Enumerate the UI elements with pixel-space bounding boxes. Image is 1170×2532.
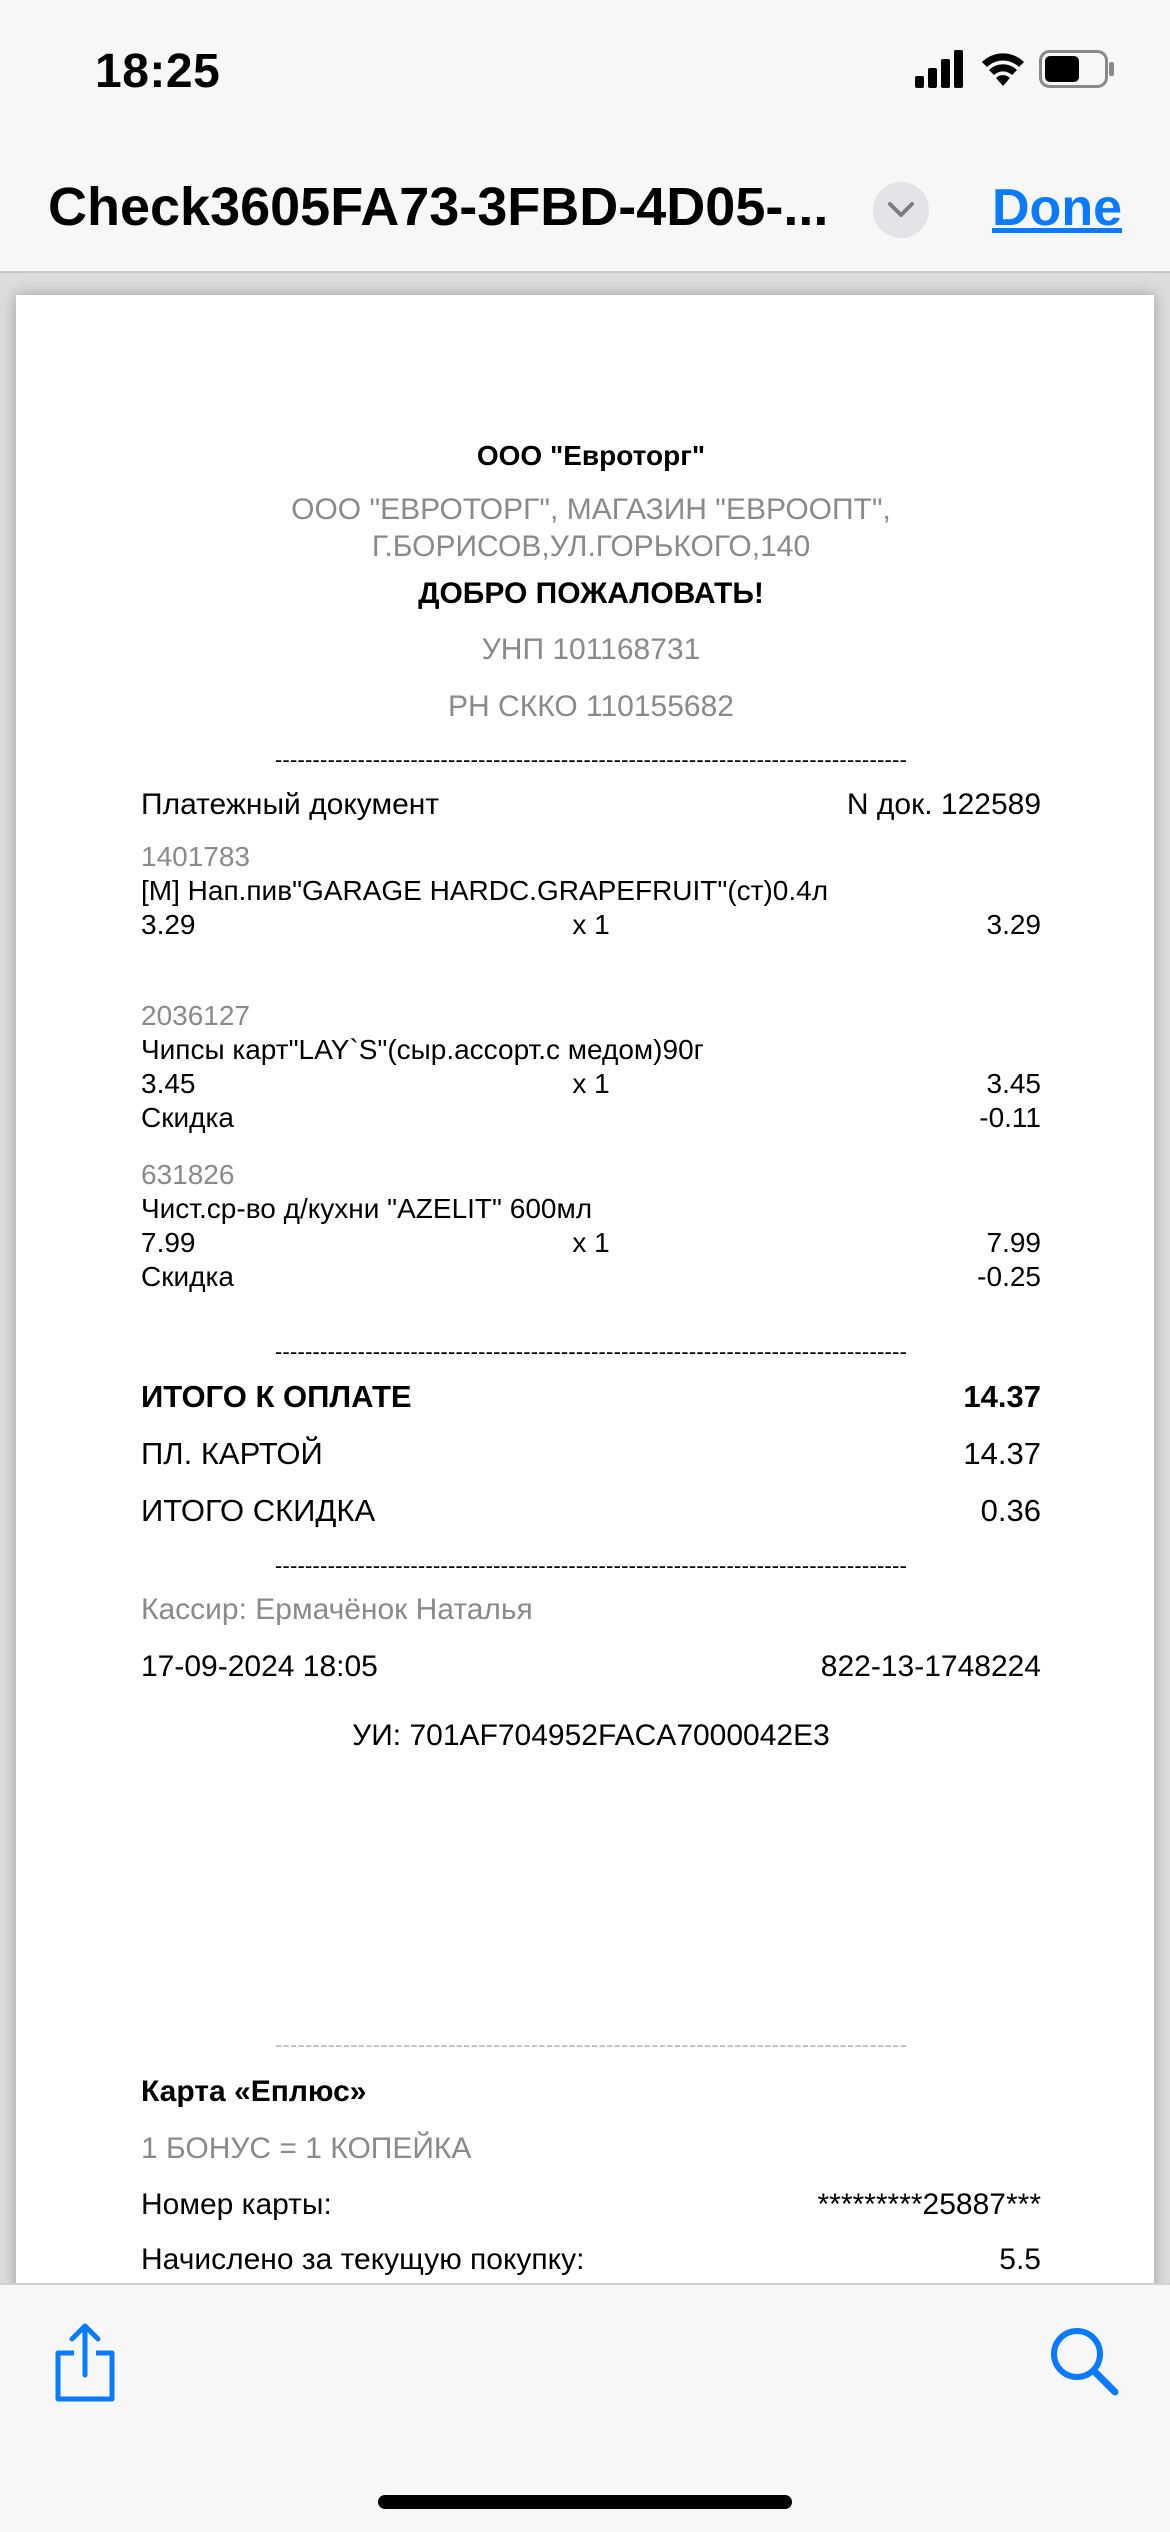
unp-text: УНП 101168731: [481, 633, 701, 666]
item-price-row: [141, 1226, 1041, 1260]
separator: ------------------------------------------------------------------------------------: [274, 1339, 908, 1364]
accrued-label: Начислено за текущую покупку:: [141, 2243, 585, 2276]
doc-number: N док. 122589: [846, 788, 1041, 821]
store-address-line1: ООО "ЕВРОТОРГ", МАГАЗИН "ЕВРООПТ",: [291, 493, 891, 526]
cellular-signal-icon: [915, 50, 965, 88]
receipt-datetime: 17-09-2024 18:05: [141, 1650, 378, 1683]
separator: ------------------------------------------------------------------------------------: [274, 1553, 908, 1578]
discount-total-value: 0.36: [980, 1493, 1041, 1528]
item-name: Чист.ср-во д/кухни "AZELIT" 600мл: [141, 1193, 593, 1224]
item-price: 3.29: [141, 909, 196, 940]
bonus-rate: 1 БОНУС = 1 КОПЕЙКА: [141, 2132, 472, 2165]
accrued-value: 5.5: [999, 2243, 1041, 2276]
item-code: 1401783: [141, 841, 251, 872]
title-menu-button[interactable]: [873, 182, 929, 238]
item-sum: 7.99: [986, 1227, 1041, 1258]
done-button[interactable]: Done: [992, 179, 1122, 237]
document-page: [16, 295, 1154, 2283]
nav-bar: [0, 150, 1170, 273]
item-discount-label: Скидка: [141, 1102, 234, 1133]
item-code: 2036127: [141, 1000, 251, 1031]
status-time: 18:25: [95, 45, 221, 98]
store-address-line2: Г.БОРИСОВ,УЛ.ГОРЬКОГО,140: [371, 530, 811, 563]
register-number: 822-13-1748224: [820, 1650, 1041, 1683]
card-number-value: *********25887***: [817, 2188, 1041, 2221]
rn-skko-text: РН СККО 110155682: [448, 690, 734, 723]
bottom-toolbar: [0, 2283, 1170, 2532]
list-item: [141, 999, 1041, 1135]
company-name: ООО "Евроторг": [476, 440, 706, 471]
chevron-down-icon: [887, 199, 915, 221]
status-bar: [0, 0, 1170, 150]
item-discount-label: Скидка: [141, 1261, 234, 1292]
wifi-icon: [981, 50, 1025, 86]
item-price-row: [141, 1067, 1041, 1101]
total-value: 14.37: [963, 1379, 1041, 1414]
loyalty-card-title: Карта «Еплюс»: [141, 2075, 367, 2108]
item-discount-row: [141, 1101, 1041, 1135]
item-sum: 3.45: [986, 1068, 1041, 1099]
item-qty: x 1: [572, 1068, 610, 1099]
ui-code: УИ: 701AF704952FACA7000042E3: [352, 1719, 830, 1752]
item-discount-row: [141, 1260, 1041, 1294]
discount-total-label: ИТОГО СКИДКА: [141, 1493, 376, 1528]
home-indicator[interactable]: [378, 2495, 792, 2509]
cashier: Кассир: Ермачёнок Наталья: [141, 1593, 533, 1626]
item-price: 3.45: [141, 1068, 196, 1099]
datetime-row: [141, 1650, 1041, 1684]
item-discount: -0.25: [977, 1261, 1041, 1292]
item-qty: x 1: [572, 909, 610, 940]
doc-type: Платежный документ: [141, 788, 440, 821]
item-name: [M] Нап.пив"GARAGE HARDC.GRAPEFRUIT"(ст)0.4л: [141, 875, 829, 906]
total-label: ИТОГО К ОПЛАТЕ: [141, 1379, 412, 1414]
item-price-row: [141, 908, 1041, 942]
item-discount: -0.11: [979, 1102, 1041, 1133]
item-code: 631826: [141, 1159, 235, 1190]
card-number-label: Номер карты:: [141, 2188, 332, 2221]
welcome-text: ДОБРО ПОЖАЛОВАТЬ!: [418, 577, 764, 610]
item-qty: x 1: [572, 1227, 610, 1258]
search-button[interactable]: [1048, 2325, 1120, 2397]
document-viewer[interactable]: [0, 273, 1170, 2283]
document-title: Check3605FA73-3FBD-4D05-...: [48, 177, 828, 237]
list-item: [141, 1158, 1041, 1294]
doc-header-row: [141, 788, 1041, 822]
item-price: 7.99: [141, 1227, 196, 1258]
separator: ------------------------------------------------------------------------------------: [274, 747, 908, 772]
battery-icon: [1039, 50, 1115, 88]
total-row: [141, 1380, 1041, 1414]
card-number-row: [141, 2188, 1041, 2222]
card-paid-value: 14.37: [963, 1436, 1041, 1471]
card-paid-row: [141, 1437, 1041, 1471]
card-paid-label: ПЛ. КАРТОЙ: [141, 1436, 323, 1471]
separator: ------------------------------------------------------------------------------------: [274, 2032, 908, 2057]
share-icon: [50, 2323, 120, 2403]
share-button[interactable]: [50, 2323, 120, 2403]
list-item: [141, 840, 1041, 942]
item-name: Чипсы карт"LAY`S"(сыр.ассорт.с медом)90г: [141, 1034, 704, 1065]
accrued-row: [141, 2243, 1041, 2277]
search-icon: [1048, 2325, 1120, 2397]
item-sum: 3.29: [986, 909, 1041, 940]
discount-total-row: [141, 1494, 1041, 1528]
